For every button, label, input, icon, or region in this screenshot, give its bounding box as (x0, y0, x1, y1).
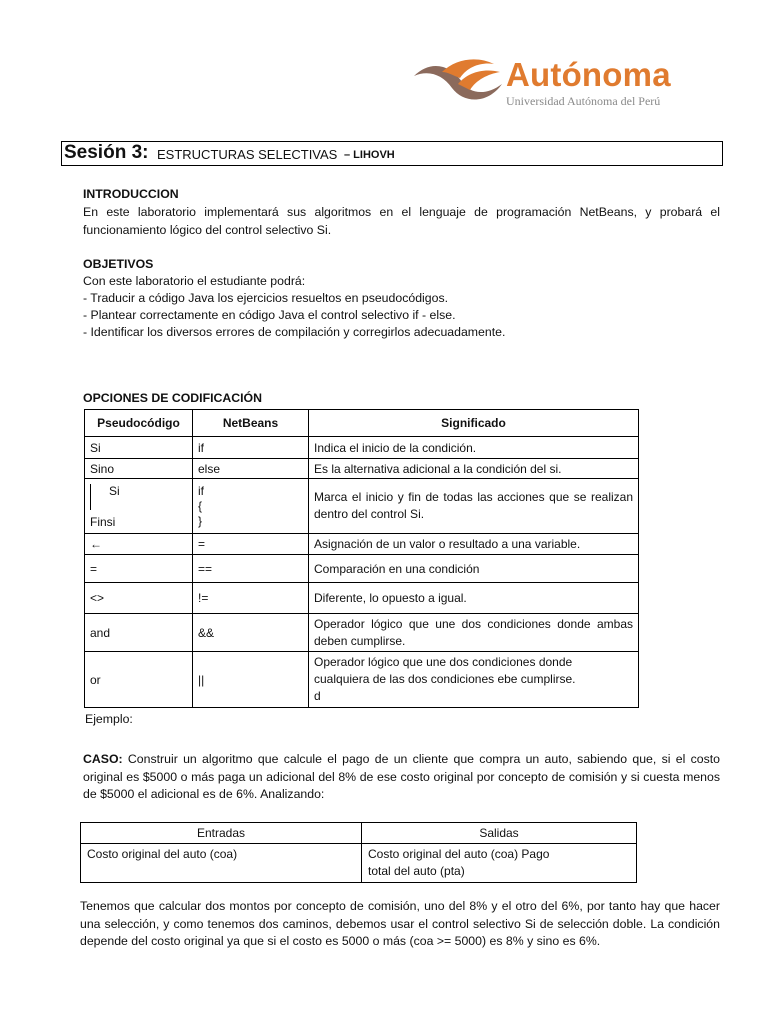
meaning-line: Operador lógico que une dos condiciones donde (314, 655, 573, 669)
pseudo-si: Si (109, 484, 120, 498)
logo-swoosh-icon (412, 54, 504, 106)
table-row (85, 479, 639, 534)
meaning-cell: Asignación de un valor o resultado a una variable. (309, 534, 639, 555)
table-row (85, 652, 639, 708)
pseudo-finsi: Finsi (90, 515, 116, 529)
meaning-line: d (314, 689, 321, 703)
pseudo-cell: Sino (85, 459, 193, 479)
meaning-cell: Marca el inicio y fin de todas las acciones que se realizan dentro del control Si. (309, 479, 639, 534)
column-header-outputs: Salidas (362, 823, 637, 844)
java-cell: && (193, 614, 309, 652)
output-line: total del auto (pta) (368, 864, 465, 878)
table-header-row (85, 410, 639, 437)
java-cell: = (193, 534, 309, 555)
table-row (85, 583, 639, 614)
java-line: if (198, 483, 204, 498)
session-number: Sesión 3: (64, 142, 149, 163)
university-logo (412, 54, 682, 110)
java-cell: else (193, 459, 309, 479)
inputs-cell: Costo original del auto (coa) (81, 844, 362, 883)
objective-item: - Traducir a código Java los ejercicios resueltos en pseudocódigos. (83, 291, 449, 305)
java-cell: if (193, 437, 309, 459)
java-cell: != (193, 583, 309, 614)
meaning-cell: Indica el inicio de la condición. (309, 437, 639, 459)
block-bracket (90, 484, 91, 510)
outputs-cell (362, 844, 637, 883)
output-line: Costo original del auto (coa) Pago (368, 847, 550, 861)
meaning-cell (309, 652, 639, 708)
table-row (85, 614, 639, 652)
pseudo-cell (85, 479, 193, 534)
column-header-inputs: Entradas (81, 823, 362, 844)
meaning-cell: Diferente, lo opuesto a igual. (309, 583, 639, 614)
pseudo-cell: = (85, 555, 193, 583)
io-table (80, 822, 637, 883)
meaning-cell: Operador lógico que une dos condiciones donde ambas deben cumplirse. (309, 614, 639, 652)
coding-heading: OPCIONES DE CODIFICACIÓN (83, 391, 263, 405)
java-line: { (198, 498, 203, 513)
column-header-pseudocode: Pseudocódigo (85, 410, 193, 437)
logo-subtitle: Universidad Autónoma del Perú (506, 94, 661, 108)
pseudo-cell: <> (85, 583, 193, 614)
intro-text: En este laboratorio implementará sus algoritmos en el lenguaje de programación NetBeans, y probará el funcionamiento lógico del control selectivo Si. (83, 205, 720, 237)
coding-options-table (84, 409, 639, 708)
table-row (85, 555, 639, 583)
column-header-netbeans: NetBeans (193, 410, 309, 437)
java-cell: == (193, 555, 309, 583)
pseudo-cell: ← (85, 534, 193, 555)
session-topic: ESTRUCTURAS SELECTIVAS (157, 147, 338, 162)
example-label: Ejemplo: (85, 712, 133, 726)
java-cell (193, 479, 309, 534)
table-row (85, 437, 639, 459)
pseudo-cell: or (85, 652, 193, 708)
intro-heading: INTRODUCCION (83, 187, 179, 201)
pseudo-cell: and (85, 614, 193, 652)
java-cell: || (193, 652, 309, 708)
session-suffix: – LIHOVH (344, 149, 395, 161)
logo-wordmark: Autónoma (506, 56, 671, 93)
table-header-row (81, 823, 637, 844)
table-row (85, 459, 639, 479)
meaning-cell: Es la alternativa adicional a la condición del si. (309, 459, 639, 479)
pseudo-cell: Si (85, 437, 193, 459)
session-title-box (61, 141, 723, 166)
column-header-meaning: Significado (309, 410, 639, 437)
conclusion-paragraph: Tenemos que calcular dos montos por concepto de comisión, uno del 8% y el otro del 6%, por tanto hay que hacer una selección, y como tenemos dos caminos, debemos usar el control selectivo Si de selección doble. La condición depende del costo original ya que si el costo es 5000 o más (coa >= 5000) es 8% y sino es 6%. (80, 899, 720, 948)
java-line: } (198, 513, 203, 528)
objective-item: - Plantear correctamente en código Java el control selectivo if - else. (83, 308, 456, 322)
case-statement (83, 751, 720, 804)
objective-item: - Identificar los diversos errores de compilación y corregirlos adecuadamente. (83, 325, 506, 339)
meaning-line: cualquiera de las dos condiciones ebe cumplirse. (314, 672, 576, 686)
objectives-heading: OBJETIVOS (83, 257, 154, 271)
table-row (81, 844, 637, 883)
objectives-lead: Con este laboratorio el estudiante podrá: (83, 274, 306, 288)
meaning-cell: Comparación en una condición (309, 555, 639, 583)
case-text: Construir un algoritmo que calcule el pago de un cliente que compra un auto, sabiendo que, si el costo original es $5000 o más paga un adicional del 8% de ese costo original por concepto de comisión y si cuesta menos de $5000 el adicional es de 6%. Analizando: (83, 752, 721, 801)
table-row (85, 534, 639, 555)
case-label: CASO: (83, 752, 123, 766)
